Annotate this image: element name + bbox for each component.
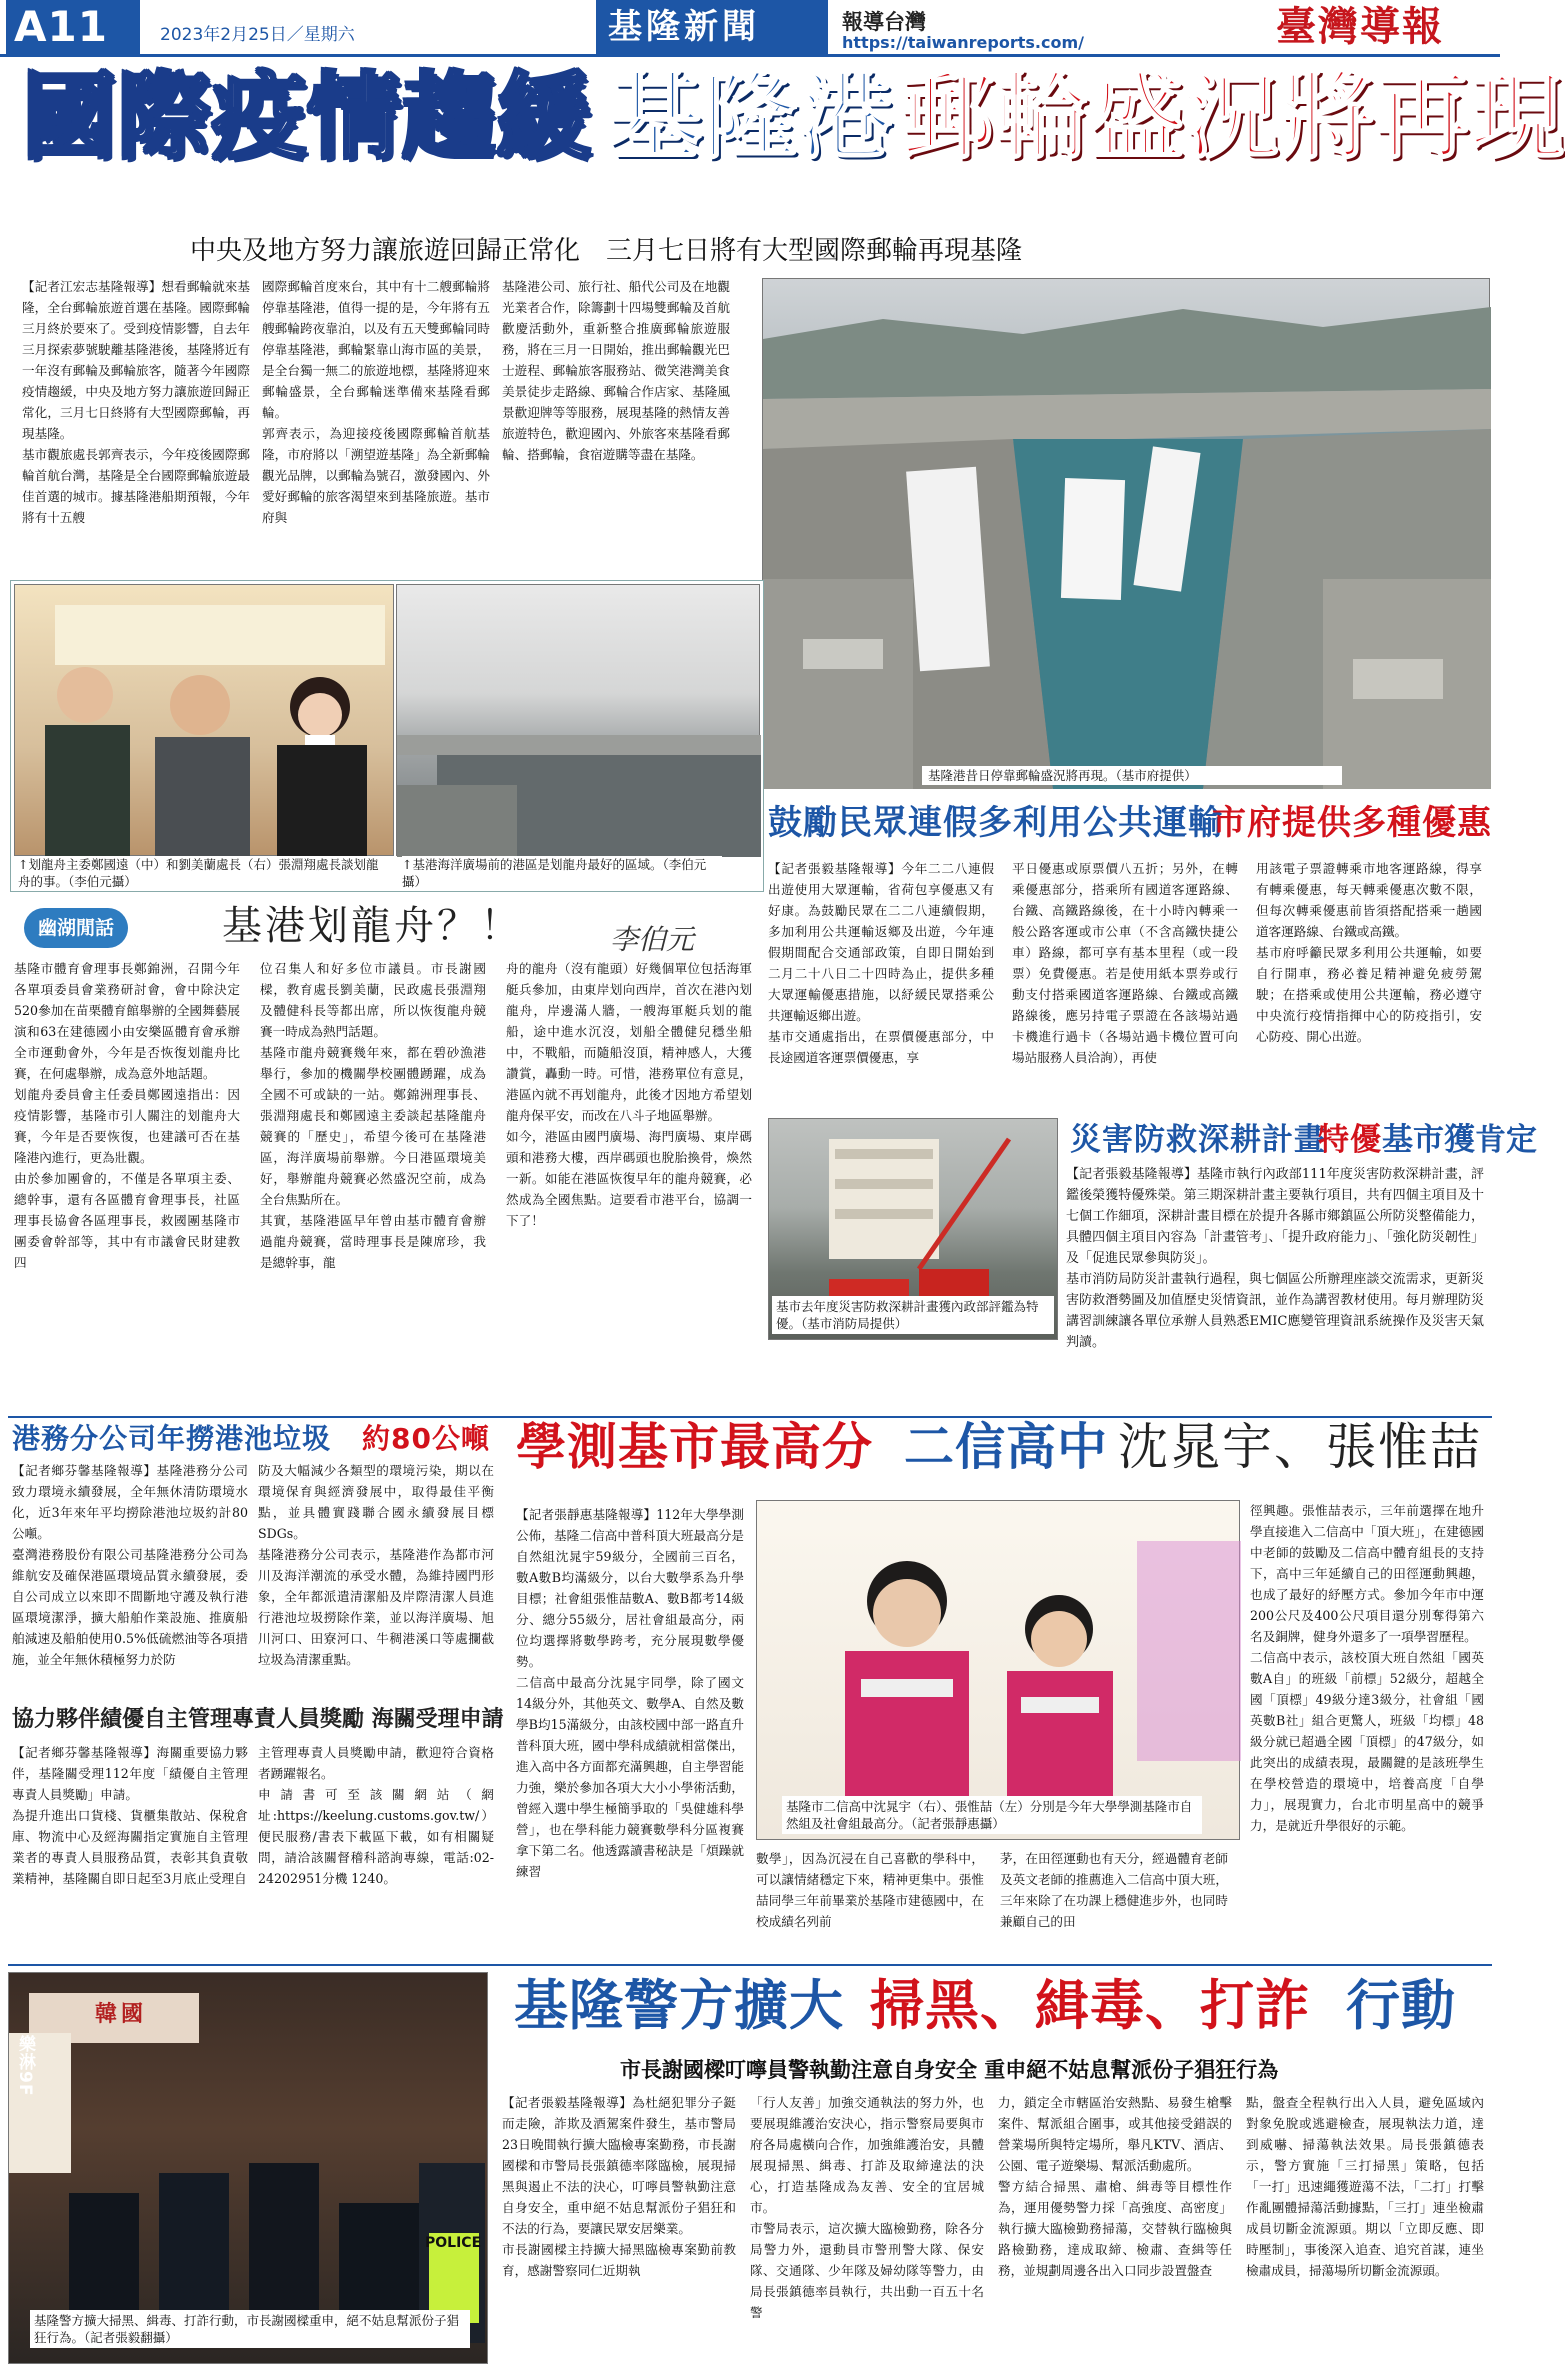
brand-url[interactable]: https://taiwanreports.com/ (842, 33, 1084, 52)
port-col-1: 【記者鄉芬馨基隆報導】基隆港務分公司致力環境永續發展，全年無休清防環境水化，近3年來年平均撈除港池垃圾約計80公噸。 臺灣港務股份有限公司基隆港務分公司為維航安及確保港區環境品質永續發展，委自公司成立以來即不間斷地守護及執行港區環境潔淨，擴大船舶作業設施、推廣船舶減速及船舶使用0.5%低硫燃油等各項措施，並全年無休積極努力於防 (12, 1463, 248, 1667)
exam-col-4: 徑興趣。張惟喆表示，三年前選擇在地升學直接進入二信高中「頂大班」，在建德國中老師的鼓勵及二信高中體育組長的支持下，高中三年延續自己的田徑運動興趣，也成了最好的紓壓方式。參加今年市中運200公尺及400公尺項目還分別奪得第六名及銅牌，健身外還多了一項學習歷程。 二信高中表示，該校頂大班自然組「國英數A自」的班級「前標」52級分，超越全國「頂標」49級分達3級分，社會組「國英數B社」組合更驚人，班級「均標」48級分就已超過全國「頂標」的47級分，如此突出的成績表現，最關鍵的是該班學生在學校營造的環境中，培養高度「自學力」，展現實力，台北市明星高中的競爭力，是就近升學很好的示範。 (1250, 1503, 1484, 1833)
dragon-photo-caption-2: ↑基港海洋廣場前的港區是划龍舟最好的區域。（李伯元攝） (402, 856, 722, 890)
exam-headline-2: 二信高中 (904, 1418, 1108, 1476)
transit-headline-1: 鼓勵民眾連假多利用公共運輸 (768, 803, 1223, 843)
police-col-3: 力，鎖定全市轄區治安熱點、易發生槍擊案件、幫派組合圍事，或其他接受錯誤的營業場所與特定場所，舉凡KTV、酒店、公園、電子遊樂場、幫派活動處所。 警方結合掃黑、肅槍、緝毒等目標性作為，運用優勢警力採「高強度、高密度」執行擴大臨檢勤務掃蕩，交替執行臨檢與路檢勤務，達成取締、檢肅、查緝等任務，並規劃周邊各出入口同步設置盤查 (998, 2095, 1232, 2278)
page-number: A11 (14, 2, 108, 51)
masthead (0, 0, 1500, 56)
transit-headline-2: 市府提供多種優惠 (1212, 803, 1492, 843)
lead-col-3: 基隆港公司、旅行社、船代公司及在地觀光業者合作，除籌劃十四場雙郵輪及首航歡慶活動外，重新整合推廣郵輪旅遊服務，將在三月一日開始，推出郵輪觀光巴士遊程、郵輪旅客服務站、微笑港灣美食美景徒步走路線、郵輪合作店家、基隆風景歡迎牌等等服務，展現基隆的熱情友善旅遊特色，歡迎國內、外旅客來基隆看郵輪、搭郵輪，食宿遊購等盡在基隆。 (502, 279, 730, 462)
exam-headline-1: 學測基市最高分 (516, 1418, 873, 1476)
police-headline-2: 掃黑、緝毒、打詐 (870, 1974, 1310, 2037)
police-photo (8, 1972, 488, 2364)
exam-photo (756, 1500, 1240, 1840)
disaster-headline-3: 基市獲肯定 (1382, 1122, 1537, 1158)
lead-headline-right-1: 基隆港 (608, 63, 894, 172)
exam-col-2: 數學」，因為沉浸在自己喜歡的學科中，可以讓情緒穩定下來，精神更集中。張惟喆同學三年前畢業於基隆市建德國中，在校成績名列前 (756, 1851, 984, 1929)
disaster-photo-caption: 基市去年度災害防救深耕計畫獲內政部評鑑為特優。（基市消防局提供） (772, 1296, 1054, 1334)
lead-headline-right-2: 郵輪盛況將再現 (900, 63, 1565, 172)
disaster-headline-2: 特優 (1318, 1122, 1382, 1158)
exam-headline-3: 沈晁宇、張惟喆 (1118, 1418, 1482, 1476)
police-col-4: 點，盤查全程執行出入人員，避免區域內對象免脫或逃避檢查，展現執法力道，達到威嚇、掃蕩執法效果。局長張鎮德表示，警方實施「三打掃黑」策略，包括「一打」迅速繩獲遊蕩不法，「二打」打擊作亂團體掃蕩活動據點，「三打」連坐檢肅成員切斷金流源頭。期以「立即反應、即時壓制」，事後深入追查、追究首謀，連坐檢肅成員，掃蕩場所切斷金流源頭。 (1246, 2095, 1484, 2278)
exam-photo-caption: 基隆市二信高中沈晁宇（右）、張惟喆（左）分別是今年大學學測基隆市自然組及社會組最高分。（記者張靜惠攝） (782, 1796, 1202, 1834)
port-subheadline: 協力夥伴績優自主管理專責人員獎勵 海關受理申請 (12, 1707, 504, 1732)
lead-col-2: 國際郵輪首度來台，其中有十二艘郵輪將停靠基隆港，值得一提的是，今年將有五艘郵輪跨夜靠泊，以及有五天雙郵輪同時停靠基隆港，郵輪緊靠山海市區的美景，是全台獨一無二的旅遊地標，基隆將迎來郵輪盛景，全台郵輪迷準備來基隆看郵輪。 郭齊表示，為迎接疫後國際郵輪首航基隆，市府將以「溯望遊基隆」為全新郵輪觀光品牌，以郵輪為號召，激發國內、外愛好郵輪的旅客渴望來到基隆旅遊。基市府與 (262, 279, 490, 525)
lead-headline-left: 國際疫情趨緩 (22, 63, 593, 172)
police-vest-label: POLICE (425, 2235, 482, 2251)
transit-col-2: 平日優惠或原票價八五折；另外，在轉乘優惠部分，搭乘所有國道客運路線、台鐵、高鐵路線後，在十小時內轉乘一般公路客運或市公車（不含高鐵快捷公車）路線，都可享有基本里程（或一段票）免費優惠。若是使用紙本票券或行動支付搭乘國道客運路線、台鐵或高鐵路線後，應另持電子票證在各該場站過卡機進行過卡（各場站過卡機位置可向場站服務人員洽詢），再使 (1012, 861, 1238, 1065)
lead-col-1: 【記者江宏志基隆報導】想看郵輪就來基隆，全台郵輪旅遊首選在基隆。國際郵輪三月終於要來了。受到疫情影響，自去年三月探索夢號駛離基隆港後，基隆將近有一年沒有郵輪及郵輪旅客，隨著今年國際疫情趨緩，中央及地方努力讓旅遊回歸正常化，三月七日終將有大型國際郵輪，再現基隆。 基市觀旅處長郭齊表示，今年疫後國際郵輪首航台灣，基隆是全台國際郵輪旅遊最佳首選的城市。據基隆港船期預報，今年將有十五艘 (22, 279, 250, 525)
transit-col-3: 用該電子票證轉乘市地客運路線，得享有轉乘優惠，每天轉乘優惠次數不限，但每次轉乘優惠前皆須搭配搭乘一趟國道客運路線、台鐵或高鐵。 基市府呼籲民眾多利用公共運輸，如要自行開車，務必養足精神避免疲勞駕駛；在搭乘或使用公共運輸，務必遵守中央流行疫情指揮中心的防疫指引，安心防疫、開心出遊。 (1256, 861, 1482, 1044)
dragon-col-2: 位召集人和好多位市議員。市長謝國樑，教育處長劉美蘭，民政處長張淵翔及體健科長等都出席，所以恢復龍舟競賽一時成為熱門話題。 基隆市龍舟競賽幾年來，都在碧砂漁港舉行，參加的機關學校團體踴躍，成為全國不可或缺的一站。鄭錦洲理事長、張淵翔處長和鄭國遠主委談起基隆龍舟競賽的「歷史」，希望今後可在基隆港區，海洋廣場前舉辦。今日港區環境美好，舉辦龍舟競賽必然盛況空前，成為全台焦點所在。 其實，基隆港區早年曾由基市體育會辦過龍舟競賽，當時理事長是陳席珍，我是總幹事，龍 (260, 961, 486, 1270)
column-signature: 李伯元 (610, 923, 695, 956)
logo: 臺灣導報 (1276, 3, 1444, 50)
section-title: 基隆新聞 (608, 7, 760, 47)
dragon-photo-caption-1: ↑划龍舟主委鄭國遠（中）和劉美蘭處長（右）張淵翔處長談划龍舟的事。（李伯元攝） (18, 856, 388, 890)
exam-col-3: 茅，在田徑運動也有天分，經過體育老師及英文老師的推薦進入二信高中頂大班，三年來除了在功課上穩健進步外，也同時兼顧自己的田 (1000, 1851, 1228, 1929)
disaster-headline-1: 災害防救深耕計畫 (1070, 1122, 1326, 1158)
police-subheadline: 市長謝國樑叮嚀員警執勤注意自身安全 重申絕不姑息幫派份子猖狂行為 (620, 2058, 1279, 2082)
brand-name: 報導台灣 (842, 10, 926, 34)
dragon-photo-people (14, 584, 394, 856)
column-title: 基港划龍舟？！ (222, 903, 523, 949)
police-photo-caption: 基隆警方擴大掃黑、緝毒、打詐行動，市長謝國樑重申，絕不姑息幫派份子猖狂行為。（記者張毅翻攝） (30, 2310, 470, 2348)
dragon-photo-harbor (396, 584, 760, 856)
port-col-4: 主管理專責人員獎勵申請，歡迎符合資格者踴躍報名。 申請書可至該關網站（網址:https://keelung.customs.gov.tw/）便民服務/書表下載區下載，如有相關疑問，請洽該關督稽科諮詢專線，電話:02-24202951分機 1240。 (258, 1745, 494, 1886)
issue-date: 2023年2月25日／星期六 (160, 25, 355, 45)
dragon-col-1: 基隆市體育會理事長鄭錦洲，召開今年各單項委員會業務研討會，會中除決定520參加在苗栗體育館舉辦的全國舞藝展演和63在建德國小由安樂區體育會承辦全市運動會外，今年是否恢復划龍舟比賽，在何處舉辦，成為意外地話題。 划龍舟委員會主任委員鄭國遠指出：因疫情影響，基隆市引人關注的划龍舟大賽，今年是否要恢復，也建議可否在基隆港內進行，更為壯觀。 由於參加團會的，不僅是各單項主委、總幹事，還有各區體育會理事長，社區理事長協會各區理事長，救國團基隆市團委會幹部等，其中有市議會民財建教四 (14, 961, 240, 1270)
side-sign: 樂淋9F (15, 2035, 35, 2097)
disaster-body: 【記者張毅基隆報導】基隆市執行內政部111年度災害防救深耕計畫，評鑑後榮獲特優殊榮。第三期深耕計畫主要執行項目，共有四個主項目及十七個工作細項，深耕計畫目標在於提升各縣市鄉鎮區公所防災整備能力，具體四個主項目內容為「計畫管考」、「提升政府能力」、「強化防災韌性」及「促進民眾參與防災」。 基市消防局防災計畫執行過程，與七個區公所辦理座談交流需求，更新災害防救潛勢圖及加值歷史災情資訊，並作為講習教材使用。每月辦理防災講習訓練讓各單位承辦人員熟悉EMIC應變管理資訊系統操作及災害天氣判讀。 (1066, 1167, 1484, 1350)
police-headline-3: 行動 (1346, 1974, 1456, 2037)
shop-sign: 韓國 (95, 2002, 148, 2027)
transit-col-1: 【記者張毅基隆報導】今年二二八連假出遊使用大眾運輸，省荷包享優惠又有好康。為鼓勵民眾在二二八連續假期，多加利用公共運輸返鄉及出遊，今年連假期間配合交通部政策，自即日開始到二月二十八日二十四時為止，提供多種大眾運輸優惠措施，以紓緩民眾搭乘公共運輸返鄉出遊。 基市交通處指出，在票價優惠部分，中長途國道客運票價優惠，享 (768, 861, 994, 1065)
harbor-illustration (763, 279, 1491, 789)
dragon-col-3: 舟的龍舟（沒有龍頭）好幾個單位包括海軍艇兵參加，由東岸划向西岸，首次在港內划龍舟，岸邊滿人牆，一艘海軍艇兵划的龍船，途中進水沉沒，划船全體健兒穩坐船中，不戰船，而隨船沒頂，精神感人，大獲讚賞，轟動一時。可惜，港務單位有意見，港區內就不再划龍舟，此後才因地方希望划龍舟保平安，而改在八斗子地區舉辦。 如今，港區由國門廣場、海門廣場、東岸碼頭和港務大樓，西岸碼頭也脫胎換骨，煥然一新。如能在港區恢復早年的龍舟競賽，必然成為全國焦點。這要看市港平台，協調一下了！ (506, 961, 752, 1228)
exam-col-1: 【記者張靜惠基隆報導】112年大學學測公佈，基隆二信高中普科頂大班最高分是自然組沈晁宇59級分，全國前三百名，數A數B均滿級分，以台大數學系為升學目標；社會組張惟喆數A、數B都考14級分、總分55級分，居社會組最高分，兩位均選擇將數學跨考，充分展現數學優勢。 二信高中最高分沈晁宇同學，除了國文14級分外，其他英文、數學A、自然及數學B均15滿級分，由該校國中部一路直升普科頂大班，國中學科成績就相當傑出，進入高中各方面都充滿興趣，自主學習能力強，樂於參加各項大大小小學術活動，曾經入選中學生極簡爭取的「吳健雄科學營」，也在學科能力競賽數學科分區複賽拿下第二名。他透露讀書秘訣是「煩躁就練習 (516, 1507, 744, 1879)
police-col-1: 【記者張毅基隆報導】為杜絕犯罪分子鋌而走險，詐欺及酒駕案件發生，基市警局23日晚間執行擴大臨檢專案勤務，市長謝國樑和市警局長張鎮德率隊臨檢，展現掃黑與遏止不法的決心，叮嚀員警執勤注意自身安全，重申絕不姑息幫派份子猖狂和不法的行為，要讓民眾安居樂業。 市長謝國樑主持擴大掃黑臨檢專案勤前教育，感謝警察同仁近期執 (502, 2095, 736, 2278)
police-col-2: 「行人友善」加強交通執法的努力外，也要展現維護治安決心，指示警察局要與市府各局處橫向合作，加強維護治安，具體展現掃黑、緝毒、打詐及取締違法的決心，打造基隆成為友善、安全的宜居城市。 市警局表示，這次擴大臨檢勤務，除各分局警力外，還動員市警刑警大隊、保安隊、交通隊、少年隊及婦幼隊等警力，由局長張鎮德率員執行，共出動一百五十名警 (750, 2095, 984, 2320)
column-tag: 幽湖閒話 (37, 917, 114, 939)
lead-subheadline: 中央及地方努力讓旅遊回歸正常化 三月七日將有大型國際郵輪再現基隆 (190, 236, 1023, 266)
police-headline-1: 基隆警方擴大 (514, 1974, 844, 2037)
port-headline-1: 港務分公司年撈港池垃圾 (12, 1422, 332, 1455)
harbor-photo (762, 278, 1490, 788)
port-col-3: 【記者鄉芬馨基隆報導】海關重要協力夥伴，基隆關受理112年度「績優自主管理專責人員獎勵」申請。 為提升進出口貨棧、貨櫃集散站、保稅倉庫、物流中心及經海關指定實施自主管理業者的專責人員服務品質，表彰其負責敬業精神，基隆關自即日起至3月底止受理自 (12, 1745, 248, 1886)
port-col-2: 防及大幅減少各類型的環境污染，期以在環境保育與經濟發展中，取得最佳平衡點，並具體實踐聯合國永續發展目標SDGs。 基隆港務分公司表示，基隆港作為都市河川及海洋潮流的承受水體，為維持國門形象，全年都派遣清潔船及岸際清潔人員進行港池垃圾撈除作業，並以海洋廣場、旭川河口、田寮河口、牛稠港溪口等處攔截垃圾為清潔重點。 (258, 1463, 494, 1667)
port-headline-2: 約80公噸 (362, 1422, 490, 1455)
harbor-photo-caption: 基隆港昔日停靠郵輪盛況將再現。（基市府提供） (922, 766, 1342, 785)
